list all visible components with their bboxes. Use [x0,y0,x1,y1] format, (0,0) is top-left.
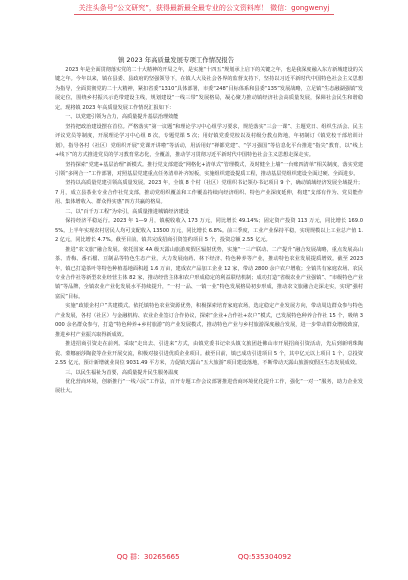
section-heading-3: 三、以民生福祉为首要，高质量提升民生服务温度 [65,369,179,376]
paragraph: 优化营商环境，创新推行“一线六民”工作法，百开专题工作会议部署推进营商环境优化提升工作，强化“一对一”服务，助力企业发展壮大。 [55,378,363,395]
paragraph: 坚持探索“党建+基层治理”新模式。推行党支部建设“网格化+清单式”管理模式，及时健全上墙“一台账四清单”相关制度，落实党建引领“多网合一”工作部署，对照基层党建重点任务清单补齐短板，实施组织建设提质工程，推动基层党组织建设全面过硬、全面进步。 [55,161,363,177]
banner-underline [74,14,334,15]
section-heading-1: 一、以党建引领为合力，高质量提升基层治理效能 [65,114,179,121]
qq-contact-label: QQ:535304092 [237,553,292,561]
qq-group-label: QQ 群：30265665 [116,553,180,561]
paragraph: 保持经济平稳运行。2023 年 1—9 月，镇税收收入 173 万元，同比增长 49.14%；固定资产投资 113 万元，同比增长 169.05%。上半年实现农村居民人均可支配收入 13500 万元，同比增长 6.8%。前三季度，工业产业保持平稳，实现规模以上工业总产值 1.2 亿元，同比增长 4.7%。截至目前，镇共完成招商引资签约项目 5 个，投资总额 2.55 亿元。 [55,218,363,244]
promo-banner: 关注头条号“公文研究”，获得最新最全最专业的公文资料库！ 微信：gongwenyj [78,4,330,12]
contact-footer [0,552,408,562]
paragraph-intro: 2023 年是全面贯彻落实党的二十大精神的开局之年，是实施“十四五”规划承上启下的关键之年，也是我深度融入东方新城建设的关键之年。今年以来，镇在县委、县政府的坚强领导下，在镇人大及社会各界的监督支持下，坚持以习近平新时代中国特色社会主义思想为指导，全面贯彻党的二十大精神，紧扣省委“1310”具体部署，市委“248”目标体系和县委“135”发展战略，立足镇“生态融湖强镇”发展定位，围绕乡村振兴示范带建设主线，规划建设“一线三带”发展格局，凝心聚力推动镇经济社会高质量发展，保障社会民生和谐稳定。现将镇 2023 年高质量发展工作情况汇报如下： [55,67,363,111]
document-title: 镇 2023 年高质量发展专项工作情况报告 [118,56,235,64]
paragraph: 推进招商引资走在前列。采取“走出去、引进来”方式，由镇党委书记牵头镇文旅团赴佛山市开展招商引资活动，先后到新明珠陶瓷、蒙娜丽莎陶瓷等企业开展交流，积极对接引进优质企业项目。截至目前，镇已成功引进项目 5 个，其中亿元以上项目 1 个，总投资 2.55 亿元，预计新增就业岗位 9031.49 平方米，力促镇天露山“五大旅游”项目建设落地，不断带动天露山旅游度假区生态发展成效。 [55,341,363,367]
paragraph: 推进“农文旅”融合发展。依托国家 4A 级天露山旅游度假区辐射优势，实施“一三产联动、二产提升”融合发展战略，重点发展高山茶、青梅、番石榴、豆制品等特色生态产业，大力发展南药、林下经济、特色种养等产业，推动特色农业发展提质增效。截至 2023 年，镇已打造茶叶等特色种植基地面积超 1.6 万亩，建成农产品加工企业 12 家，带动 2800 余户农户增收；全镇共有家庭农场、农民专业合作社等新型农业经营主体 82 家，推动经营主体和农户形成稳定的利益联结机制；成功打造“省级农业产业强镇”、“市级特色产业镇”等品牌，全镇农业产业化发展水平持续提升，“一村一品、一镇一业”特色发展格局初步形成，推动农文旅融合走深走实，实现“强村富民”目标。 [55,246,363,300]
paragraph: 实施“政银企村户”共建模式。依托镇特色农业资源优势，积极探索培育家庭农场，选定稳定产业发展方向，带动周边群众参与特色产业发展，各村（社区）与金融机构、农业企业签订合作协议，探索“企业+合作社+农户”模式，已发展特色种养合作社 15 个，吸纳 3000 余名群众参与，打造“特色种养+乡村旅游”的产业发展模式，推动特色产业与乡村旅游深度融合发展，进一步带动群众增收致富，推进乡村产业振兴取得新成效。 [55,303,363,338]
section-heading-2: 二、以“百千万工程”为牵引，高质量推进城镇经济建设 [65,208,189,215]
paragraph: 坚持把政治建设摆在首位。严格落实“第一议题”和理论学习中心组学习要求，规范落实“三会一课”、主题党日、组织生活会、民主评议党员等制度，开展理论学习中心组 8 次，专题党课 5 次；用好镇党委党校以及村级分教点阵地，年初制订《镇党校干部培训计划》，指导各村（社区）党组织开展“党课开讲啦”等活动，用活用好“禅都党建”、“学习强国”等信息化平台推进“指尖”教育，以“线上+线下”的方式推进党员的学习教育常态化，全覆盖，推动学习贯彻习近平新时代中国特色社会主义思想走深走实。 [55,123,363,159]
paragraph: 坚持以高质量党建引领高质量发展。2023 年，全镇 8 个村（社区）党组织书记领办书记项目 9 个，确动镇域经济发展全域提升；7 月，成立县茶业专业合作社党支部，推动党组织覆盖和工作覆盖持续向经济组织、特色产业深度延伸，构建“支部有作为、党员能作用、集体增收入、群众得实惠”四方共赢的格局。 [55,180,363,206]
document-body [55,66,363,397]
